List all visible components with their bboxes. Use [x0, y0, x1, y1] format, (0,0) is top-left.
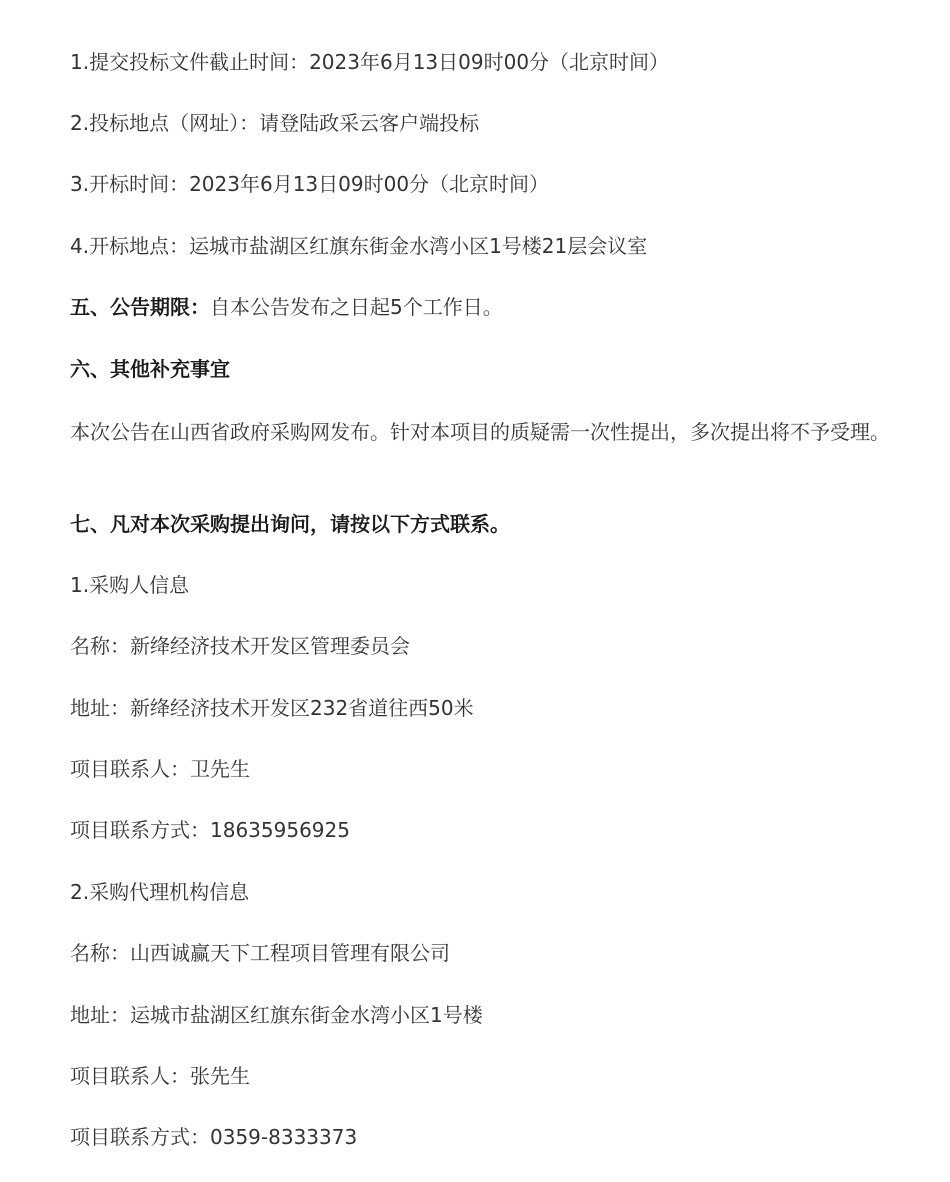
purchaser-contact-person: 项目联系人：卫先生 [70, 757, 250, 781]
agency-phone: 项目联系方式：0359-8333373 [70, 1125, 358, 1149]
other-matters-heading: 六、其他补充事宜 [70, 357, 230, 381]
other-matters-text: 本次公告在山西省政府采购网发布。针对本项目的质疑需一次性提出，多次提出将不予受理。 [70, 420, 890, 444]
agency-name: 名称：山西诚赢天下工程项目管理有限公司 [70, 941, 450, 965]
purchaser-phone: 项目联系方式：18635956925 [70, 818, 350, 842]
bid-deadline-line: 1.提交投标文件截止时间：2023年6月13日09时00分（北京时间） [70, 50, 670, 74]
notice-period-text: 自本公告发布之日起5个工作日。 [210, 295, 503, 319]
notice-period-heading: 五、公告期限： [70, 295, 210, 319]
bid-location-line: 2.投标地点（网址）：请登陆政采云客户端投标 [70, 111, 480, 135]
contact-section-heading: 七、凡对本次采购提出询问，请按以下方式联系。 [70, 512, 510, 536]
bid-opening-time-line: 3.开标时间：2023年6月13日09时00分（北京时间） [70, 172, 550, 196]
purchaser-name: 名称：新绛经济技术开发区管理委员会 [70, 634, 410, 658]
purchaser-info-heading: 1.采购人信息 [70, 573, 190, 597]
agency-info-heading: 2.采购代理机构信息 [70, 880, 250, 904]
bid-opening-location-line: 4.开标地点：运城市盐湖区红旗东街金水湾小区1号楼21层会议室 [70, 234, 648, 258]
purchaser-address: 地址：新绛经济技术开发区232省道往西50米 [70, 696, 474, 720]
agency-contact-person: 项目联系人：张先生 [70, 1064, 250, 1088]
notice-period-line [70, 292, 890, 322]
agency-address: 地址：运城市盐湖区红旗东街金水湾小区1号楼 [70, 1003, 483, 1027]
